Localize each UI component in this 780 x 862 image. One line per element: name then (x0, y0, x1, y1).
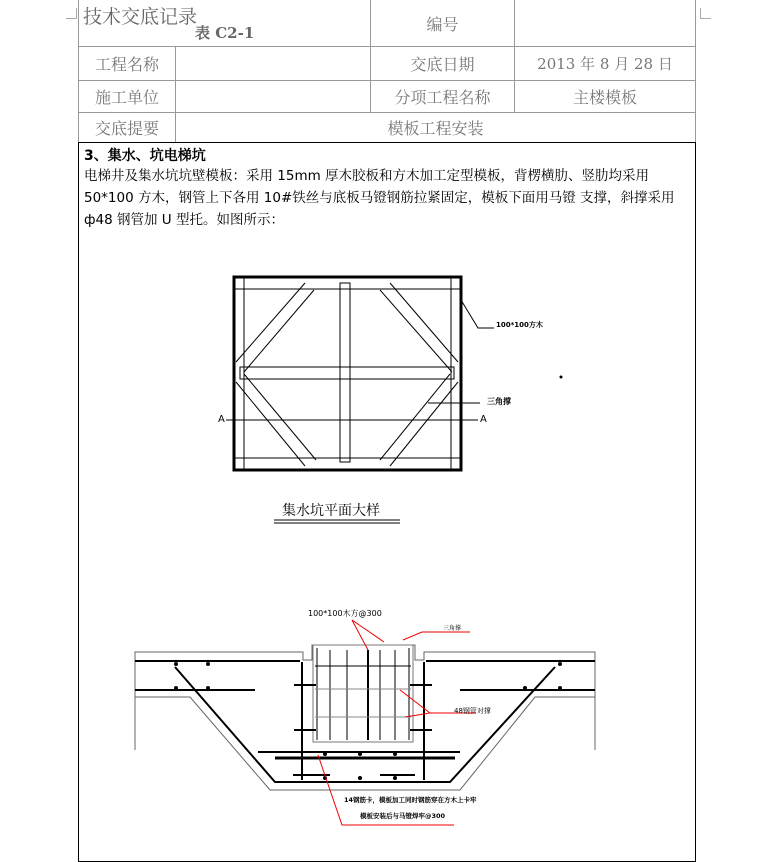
form-number: 表 C2-1 (195, 24, 255, 42)
page-corner-mark (700, 8, 711, 19)
plan-timber-label: 100*100方木 (496, 321, 543, 329)
section-heading: 3、集水、坑电梯坑 (84, 148, 206, 164)
section-brace-label: 三角撑 (443, 625, 462, 632)
doc-title: 技术交底记录 (83, 6, 198, 28)
section-note-line1: 14钢筋卡，模板加工同时钢筋穿在方木上卡牢 (344, 796, 477, 804)
plan-caption: 集水坑平面大样 (282, 503, 380, 519)
section-paragraph: 电梯井及集水坑坑壁模板：采用 15mm 厚木胶板和方木加工定型模板，背楞横肋、竖肋均采用 50*100 方木，钢管上下各用 10#铁丝与底板马镫钢筋拉紧固定，模板下面用马镫 支撑，斜撑采用ф48 钢管加 U 型托。如图所示： (84, 168, 675, 228)
summary-value[interactable]: 模板工程安装 (175, 112, 696, 143)
section-timber-label: 100*100木方@300 (308, 609, 382, 618)
plan-brace-label: 三角撑 (487, 397, 511, 406)
section-note-line2: 模板安装后与马镫焊牢@300 (360, 812, 446, 820)
date-label: 交底日期 (370, 46, 515, 81)
sub-project-label: 分项工程名称 (370, 80, 515, 113)
sub-project-value[interactable]: 主楼模板 (514, 80, 696, 113)
summary-label: 交底提要 (78, 112, 176, 143)
number-label: 编号 (370, 0, 515, 47)
header-title-cell (78, 0, 371, 47)
page-corner-mark (66, 8, 77, 19)
contractor-label: 施工单位 (78, 80, 176, 113)
project-name-value[interactable] (175, 46, 371, 81)
date-value[interactable]: 2013 年 8 月 28 日 (514, 46, 696, 81)
contractor-value[interactable] (175, 80, 371, 113)
section-a-left: A (218, 414, 225, 425)
section-pipe-label: 48钢管对撑 (454, 707, 491, 715)
content-section (78, 142, 696, 862)
number-value[interactable] (514, 0, 696, 47)
project-name-label: 工程名称 (78, 46, 176, 81)
section-a-right: A (480, 414, 487, 425)
